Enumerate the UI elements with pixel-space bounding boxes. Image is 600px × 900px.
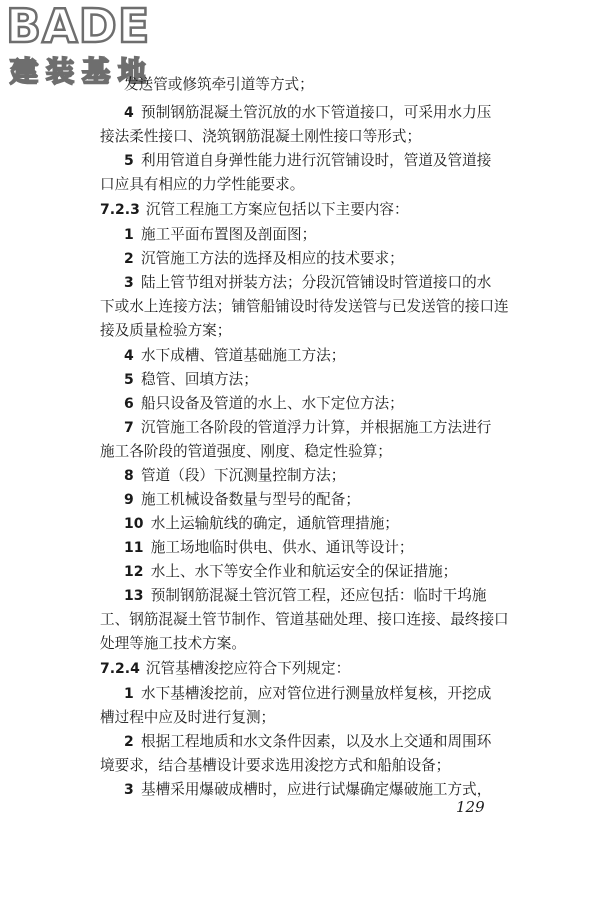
line-text: 槽过程中应及时进行复测；	[100, 709, 276, 726]
logo-wordmark: BADE	[6, 0, 151, 53]
text-line	[124, 732, 491, 752]
text-line	[124, 586, 486, 606]
text-line	[100, 321, 231, 341]
item-number: 11	[124, 540, 144, 556]
line-text: 水上运输航线的确定，通航管理措施；	[150, 515, 399, 532]
line-text: 沉管基槽浚挖应符合下列规定：	[145, 660, 351, 677]
text-line	[100, 442, 392, 462]
item-number: 5	[124, 153, 134, 169]
line-text: 水下成槽、管道基础施工方法；	[141, 347, 346, 364]
line-text: 船只设备及管道的水上、水下定位方法；	[141, 395, 404, 412]
line-text: 预制钢筋混凝土管沉管工程，还应包括：临时干坞施	[150, 587, 487, 604]
line-text: 利用管道自身弹性能力进行沉管铺设时，管道及管道接	[141, 152, 492, 169]
text-line	[124, 346, 345, 366]
section-heading-line	[100, 200, 409, 220]
line-text: 沉管施工方法的选择及相应的技术要求；	[141, 250, 404, 267]
section-number: 7.2.3	[100, 202, 140, 218]
text-line	[100, 634, 246, 654]
item-number: 5	[124, 372, 134, 388]
item-number: 7	[124, 420, 134, 436]
line-text: 沉管工程施工方案应包括以下主要内容：	[145, 201, 409, 218]
line-text: 发送管或修筑牵引道等方式；	[124, 76, 314, 93]
text-line	[124, 273, 491, 293]
line-text: 根据工程地质和水文条件因素，以及水上交通和周围环	[141, 733, 492, 750]
section-number: 7.2.4	[100, 661, 140, 677]
item-number: 13	[124, 588, 144, 604]
text-line	[100, 297, 509, 317]
text-line	[124, 394, 404, 414]
text-line	[124, 562, 457, 582]
line-text: 施工场地临时供电、供水、通讯等设计；	[150, 539, 414, 556]
item-number: 4	[124, 105, 134, 121]
line-text: 口应具有相应的力学性能要求。	[100, 176, 305, 193]
line-text: 境要求，结合基槽设计要求选用浚挖方式和船舶设备；	[100, 757, 451, 774]
text-line	[124, 103, 491, 123]
text-line	[124, 780, 491, 800]
text-line	[124, 225, 316, 245]
item-number: 2	[124, 251, 134, 267]
logo-subtitle: 建装基地	[10, 55, 155, 88]
item-number: 9	[124, 492, 134, 508]
line-text: 沉管施工各阶段的管道浮力计算，并根据施工方法进行	[141, 419, 492, 436]
line-text: 施工平面布置图及剖面图；	[141, 226, 317, 243]
text-line	[124, 466, 345, 486]
text-line	[100, 756, 450, 776]
text-line	[124, 418, 491, 438]
line-text: 陆上管节组对拼装方法；分段沉管铺设时管道接口的水	[141, 274, 492, 291]
line-text: 接及质量检验方案；	[100, 322, 232, 339]
section-heading-line	[100, 659, 350, 679]
text-line	[124, 249, 404, 269]
text-line	[100, 175, 304, 195]
line-text: 工、钢筋混凝土管节制作、管道基础处理、接口连接、最终接口	[100, 611, 509, 628]
text-line	[124, 75, 314, 95]
line-text: 下或水上连接方法；铺管船铺设时待发送管与已发送管的接口连	[100, 298, 509, 315]
text-line	[100, 708, 275, 728]
line-text: 接法柔性接口、浇筑钢筋混凝土刚性接口等形式；	[100, 128, 422, 145]
line-text: 施工各阶段的管道强度、刚度、稳定性验算；	[100, 443, 392, 460]
line-text: 预制钢筋混凝土管沉放的水下管道接口，可采用水力压	[141, 104, 492, 121]
item-number: 3	[124, 782, 134, 798]
text-line	[100, 610, 509, 630]
text-line	[124, 684, 491, 704]
item-number: 12	[124, 564, 144, 580]
line-text: 处理等施工技术方案。	[100, 635, 246, 652]
item-number: 3	[124, 275, 134, 291]
text-line	[124, 370, 258, 390]
item-number: 8	[124, 468, 134, 484]
item-number: 6	[124, 396, 134, 412]
line-text: 施工机械设备数量与型号的配备；	[141, 491, 360, 508]
item-number: 10	[124, 516, 144, 532]
item-number: 1	[124, 686, 134, 702]
item-number: 2	[124, 734, 134, 750]
item-number: 1	[124, 227, 134, 243]
line-text: 稳管、回填方法；	[141, 371, 258, 388]
text-line	[124, 538, 413, 558]
line-text: 水下基槽浚挖前，应对管位进行测量放样复核，开挖成	[141, 685, 492, 702]
line-text: 管道（段）下沉测量控制方法；	[141, 467, 346, 484]
line-text: 水上、水下等安全作业和航运安全的保证措施；	[150, 563, 458, 580]
text-line	[124, 151, 491, 171]
text-line	[100, 127, 421, 147]
text-line	[124, 514, 399, 534]
page-number: 129	[456, 798, 485, 816]
line-text: 基槽采用爆破成槽时，应进行试爆确定爆破施工方式，	[141, 781, 492, 798]
text-line	[124, 490, 360, 510]
item-number: 4	[124, 348, 134, 364]
